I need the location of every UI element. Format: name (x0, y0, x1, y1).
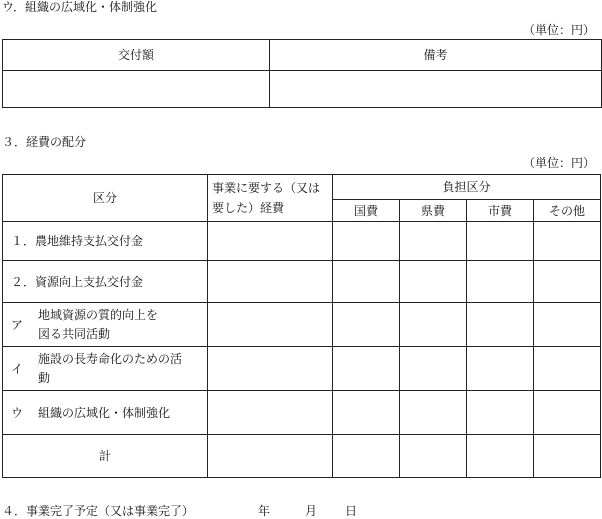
row-label-total: 計 (3, 435, 208, 478)
table-row (3, 222, 601, 261)
other-cell[interactable] (534, 261, 601, 303)
row-label-text: 組織の広域化・体制強化 (38, 405, 171, 420)
allocation-table (2, 39, 602, 108)
prefectural-cell[interactable] (400, 435, 467, 478)
header-prefectural: 県費 (400, 200, 467, 222)
prefectural-cell[interactable] (400, 303, 467, 347)
day-label: 日 (345, 504, 358, 518)
cost-cell[interactable] (208, 347, 333, 391)
cost-cell[interactable] (208, 222, 333, 261)
table-row (3, 347, 601, 391)
header-grant-amount: 交付額 (3, 40, 270, 71)
prefectural-cell[interactable] (400, 347, 467, 391)
table-row (3, 261, 601, 303)
header-remarks: 備考 (270, 40, 602, 71)
municipal-cell[interactable] (467, 347, 534, 391)
national-cell[interactable] (333, 391, 400, 435)
prefectural-cell[interactable] (400, 261, 467, 303)
header-national: 国費 (333, 200, 400, 222)
cost-allocation-table (2, 174, 601, 478)
cost-cell[interactable] (208, 435, 333, 478)
row-mark-i: イ (11, 361, 24, 376)
month-label: 月 (305, 504, 318, 518)
section-4-title: ４．事業完了予定（又は事業完了） (2, 504, 195, 518)
year-label: 年 (258, 504, 271, 518)
header-required-cost: 事業に要する（又は要した）経費 (208, 175, 333, 222)
remarks-cell[interactable] (270, 71, 602, 108)
row-label-farmland-maintenance: １．農地維持支払交付金 (3, 222, 208, 261)
header-category: 区分 (3, 175, 208, 222)
table-row (3, 435, 601, 478)
municipal-cell[interactable] (467, 261, 534, 303)
row-label-line2: 動 (38, 370, 51, 385)
municipal-cell[interactable] (467, 435, 534, 478)
row-label-organization-strengthening (3, 391, 208, 435)
cost-cell[interactable] (208, 261, 333, 303)
section-3-unit: （単位：円） (523, 156, 596, 170)
other-cell[interactable] (534, 391, 601, 435)
other-cell[interactable] (534, 435, 601, 478)
prefectural-cell[interactable] (400, 391, 467, 435)
row-label-line2: 図る共同活動 (38, 326, 111, 341)
national-cell[interactable] (333, 222, 400, 261)
header-other: その他 (534, 200, 601, 222)
municipal-cell[interactable] (467, 391, 534, 435)
header-municipal: 市費 (467, 200, 534, 222)
cost-cell[interactable] (208, 391, 333, 435)
row-mark-a: ア (11, 317, 24, 332)
row-label-resource-improvement: ２．資源向上支払交付金 (3, 261, 208, 303)
header-burden-category: 負担区分 (333, 175, 601, 200)
table-row (3, 391, 601, 435)
prefectural-cell[interactable] (400, 222, 467, 261)
other-cell[interactable] (534, 222, 601, 261)
row-mark-u: ウ (11, 405, 24, 420)
row-label-facility-longevity (3, 347, 208, 391)
municipal-cell[interactable] (467, 303, 534, 347)
section-3-title: ３．経費の配分 (2, 135, 87, 149)
national-cell[interactable] (333, 347, 400, 391)
national-cell[interactable] (333, 303, 400, 347)
cost-cell[interactable] (208, 303, 333, 347)
row-label-line1: 施設の長寿命化のための活 (38, 351, 183, 366)
other-cell[interactable] (534, 303, 601, 347)
other-cell[interactable] (534, 347, 601, 391)
table-row (3, 303, 601, 347)
row-label-community-activity (3, 303, 208, 347)
grant-amount-cell[interactable] (3, 71, 270, 108)
national-cell[interactable] (333, 261, 400, 303)
national-cell[interactable] (333, 435, 400, 478)
section-u-unit: （単位：円） (523, 23, 596, 37)
section-u-title: ウ．組織の広域化・体制強化 (2, 0, 158, 14)
row-label-line1: 地域資源の質的向上を (38, 307, 159, 322)
municipal-cell[interactable] (467, 222, 534, 261)
